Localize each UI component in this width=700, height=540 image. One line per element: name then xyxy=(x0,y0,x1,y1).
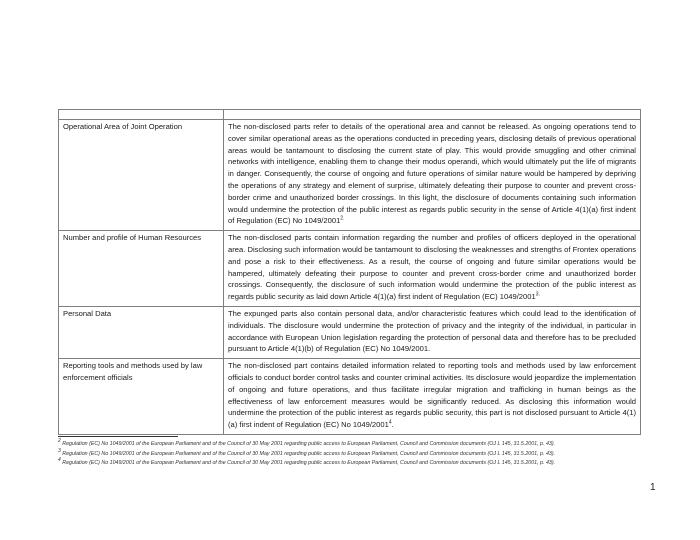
footnote-number: 2 xyxy=(58,438,61,445)
footnotes xyxy=(58,440,648,469)
header-cell-empty xyxy=(59,110,224,120)
footnote-text: Regulation (EC) No 1049/2001 of the European Parliament and of the Council of 30 May 2001 regarding public access to European Parliament, Council and Commission documents (OJ L 145, 31.5.2001, p. 43). xyxy=(62,441,556,447)
table-header-row xyxy=(59,110,641,120)
footnote-text: Regulation (EC) No 1049/2001 of the European Parliament and of the Council of 30 May 2001 regarding public access to European Parliament, Council and Commission documents (OJ L 145, 31.5.2001, p. 43). xyxy=(62,460,556,467)
row-description-end: . xyxy=(391,420,394,430)
page-number: 1 xyxy=(650,482,656,493)
row-description-text: The expunged parts also contain personal data, and/or characteristic features which could lead to the identification of individuals. The disclosure would undermine the protection of privacy and the integrity of the individual, in particular in accordance with European Union legislation regarding the protection of personal data and therefore has to be precluded pursuant to Article 4(1)(b) of Regulation (EC) No 1049/2001. xyxy=(228,308,636,354)
table-row xyxy=(59,231,641,307)
header-cell-empty xyxy=(224,110,641,120)
footnote xyxy=(58,447,648,460)
footnote-number: 3 xyxy=(58,447,61,454)
exemptions-table xyxy=(58,109,641,435)
row-label: Operational Area of Joint Operation xyxy=(59,120,224,231)
row-description xyxy=(224,120,641,231)
row-description-text: The non-disclosed part contains detailed information related to reporting tools and methods used by law enforcement officials to conduct border control tasks and counter criminal activities. Its disclosure would jeopardize the implementation of ongoing and future operations, and thus facilitate irregular migration and trafficking in human beings as the effectiveness of law enforcement measures would be significantly reduced. As disclosing this information would undermine the protection of the public interest as regards public security, this part is not disclosed pursuant to Article 4(1)(a) first indent of Regulation (EC) No 1049/2001 xyxy=(228,361,636,430)
footnote xyxy=(58,459,648,469)
table-row xyxy=(59,120,641,231)
footnote xyxy=(58,440,648,450)
row-description xyxy=(224,231,641,307)
footnote-reference: 4 xyxy=(388,419,392,426)
row-description-text: The non-disclosed parts refer to details of the operational area and cannot be released. As ongoing operations tend to cover similar operational areas as the operations conducted in preceding years, disclosing details of previous operational areas would be tantamount to disclosing the current state of play. This would provide smuggling and other criminal networks with intelligence, enabling them to change their modus operandi, which would ultimately put the life of migrants in danger. Consequently, the course of ongoing and future operations of similar nature would be hampered by depriving the operations of any strategy and element of surprise, ultimately defeating their purpose to counter and prevent cross-border crime and unauthorized border crossings. In this light, the disclosure of documents containing such information would undermine the protection of the public interest as regards public security in the sense of Article 4(1)(a) first indent of Regulation (EC) No 1049/2001 xyxy=(228,122,636,226)
footnote-reference: 2. xyxy=(340,215,345,222)
row-label: Personal Data xyxy=(59,306,224,358)
row-description xyxy=(224,359,641,435)
row-label: Number and profile of Human Resources xyxy=(59,231,224,307)
footnote-divider xyxy=(58,436,178,437)
footnote-number: 4 xyxy=(58,457,61,464)
footnote-text: Regulation (EC) No 1049/2001 of the European Parliament and of the Council of 30 May 2001 regarding public access to European Parliament, Council and Commission documents (OJ L 145, 31.5.2001, p. 43). xyxy=(62,450,556,457)
row-label: Reporting tools and methods used by law enforcement officials xyxy=(59,359,224,435)
row-description xyxy=(224,306,641,358)
footnote-reference: 3. xyxy=(535,291,540,298)
row-description-text: The non-disclosed parts contain information regarding the number and profiles of officers deployed in the operational area. Disclosing such information would be tantamount to disclosing the weaknesses and strengths of Frontex operations and pose a risk to their effectiveness. As a result, the course of ongoing and future similar operations would be hampered, ultimately defeating their purpose to counter and prevent cross-border crime and unauthorized border crossings. Consequently, the disclosure of such information would undermine the protection of the public interest as regards public security as laid down Article 4(1)(a) first indent of Regulation (EC) 1049/2001 xyxy=(228,233,636,302)
table-row xyxy=(59,359,641,435)
table-row xyxy=(59,306,641,358)
